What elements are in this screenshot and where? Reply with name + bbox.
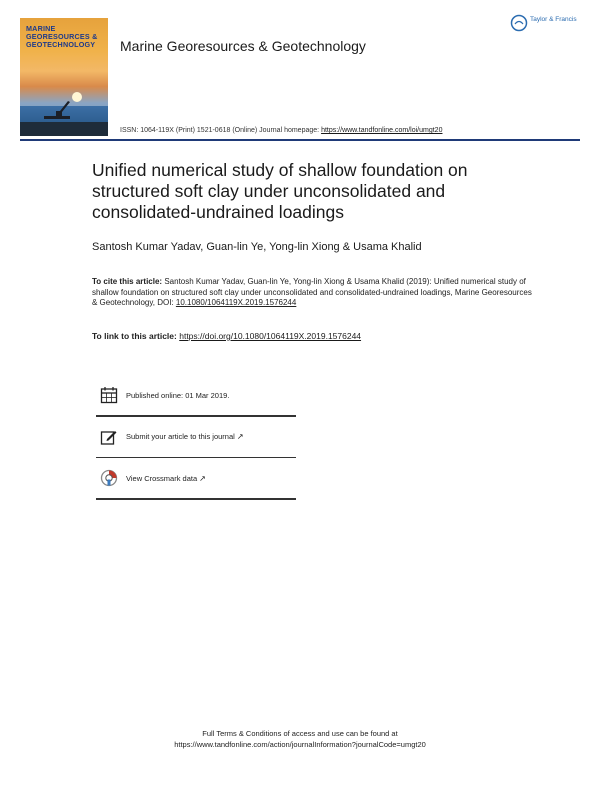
- citation-block: [92, 277, 532, 309]
- cite-label: To cite this article:: [92, 277, 163, 286]
- submit-article-text: Submit your article to this journal: [126, 432, 235, 441]
- article-authors: Santosh Kumar Yadav, Guan-lin Ye, Yong-lin Xiong & Usama Khalid: [92, 241, 422, 253]
- issn-text: ISSN: 1064-119X (Print) 1521-0618 (Online) Journal homepage:: [120, 127, 320, 134]
- footer-terms: [0, 728, 600, 750]
- cover-sun: [72, 92, 82, 102]
- crossmark-link[interactable]: [96, 458, 296, 498]
- cite-doi-link[interactable]: 10.1080/1064119X.2019.1576244: [175, 298, 297, 307]
- cover-title: MARINE GEORESOURCES & GEOTECHNOLOGY: [26, 24, 98, 49]
- published-row: [96, 375, 296, 415]
- issn-line: [120, 127, 442, 134]
- cite-text: Santosh Kumar Yadav, Guan-lin Ye, Yong-lin Xiong & Usama Khalid (2019): Unified numerical study of shallow foundation on structured soft clay under unconsolidated and consolidated-undrained loadings, Marine Georesources & Geotechnology, DOI:: [92, 277, 532, 307]
- footer-line-1: Full Terms & Conditions of access and use can be found at: [202, 729, 398, 738]
- crossmark-text: View Crossmark data: [126, 473, 198, 483]
- excavator-silhouette: [42, 98, 72, 120]
- journal-title[interactable]: Marine Georesources & Geotechnology: [120, 38, 366, 54]
- submit-article-link[interactable]: [96, 417, 296, 457]
- info-divider: [96, 498, 296, 500]
- article-info-block: [96, 375, 296, 500]
- publisher-logo-text: Taylor & Francis: [530, 16, 577, 23]
- article-doi-link[interactable]: https://doi.org/10.1080/1064119X.2019.1576244: [179, 331, 362, 341]
- article-link-line: [92, 331, 361, 341]
- calendar-icon: [100, 386, 118, 404]
- publisher-logo-icon: [510, 14, 528, 32]
- publisher-logo[interactable]: [510, 14, 584, 38]
- external-link-icon: ↗: [199, 473, 206, 483]
- journal-cover-image: [20, 18, 108, 136]
- link-label: To link to this article:: [92, 331, 177, 341]
- footer-terms-link[interactable]: https://www.tandfonline.com/action/journalInformation?journalCode=umgt20: [174, 740, 426, 749]
- edit-icon: [100, 428, 118, 446]
- journal-homepage-link[interactable]: https://www.tandfonline.com/loi/umgt20: [321, 127, 443, 134]
- article-title: Unified numerical study of shallow foundation on structured soft clay under unconsolidated and consolidated-undrained loadings: [92, 160, 468, 222]
- header-rule: [20, 139, 580, 141]
- published-date-text: Published online: 01 Mar 2019.: [126, 390, 230, 400]
- cover-ground: [20, 122, 108, 136]
- crossmark-icon: [100, 469, 118, 487]
- external-link-icon: ↗: [236, 432, 244, 441]
